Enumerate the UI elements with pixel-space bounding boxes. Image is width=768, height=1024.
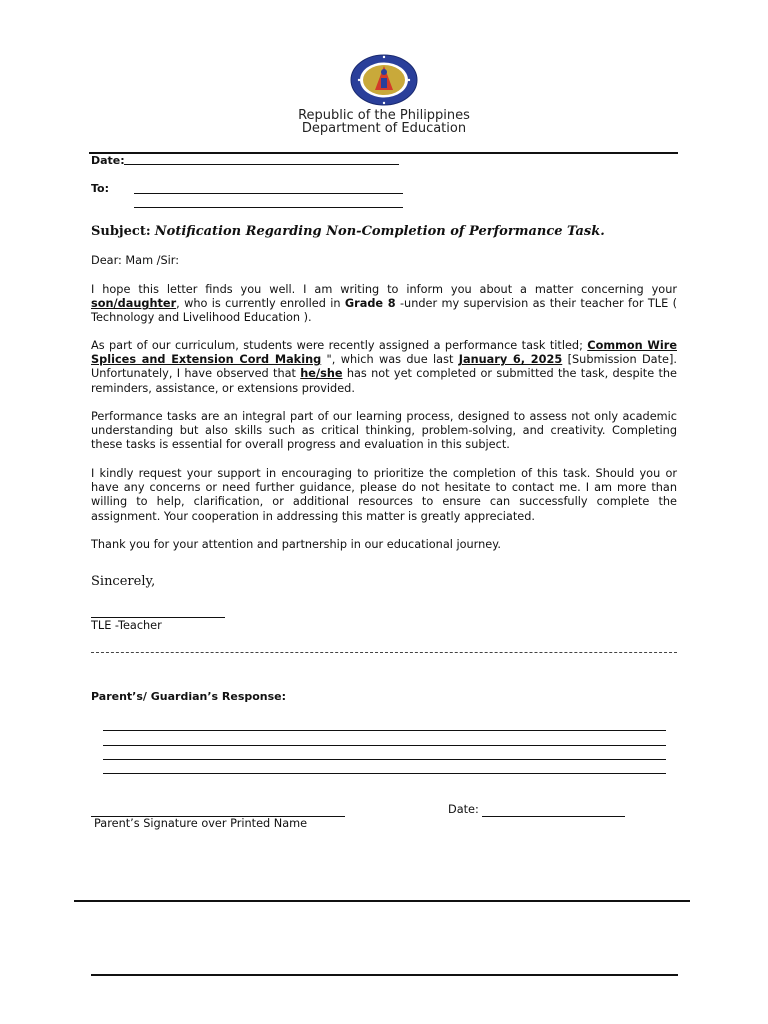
para2-text-a: As part of our curriculum, students were recently assigned a performance task titled; bbox=[91, 339, 588, 352]
para1-son-daughter: son/daughter bbox=[91, 297, 177, 311]
paragraph-2 bbox=[91, 339, 677, 396]
header-divider bbox=[89, 152, 678, 154]
paragraph-4: I kindly request your support in encouraging to prioritize the completion of this task. Should you or have any concerns or need further guidance, please do not hesitate to contact me. I am more than willing to help, clarification, or additional resources to ensure can successfully complete the assignment. Your cooperation in addressing this matter is greatly appreciated. bbox=[91, 467, 677, 523]
cut-line-divider bbox=[91, 652, 677, 663]
paragraph-5: Thank you for your attention and partnership in our educational journey. bbox=[91, 538, 501, 551]
subject-label: Subject: bbox=[91, 224, 151, 239]
para2-due-date: January 6, 2025 bbox=[458, 353, 563, 367]
para2-text-d: has not yet completed or submitted the task, despite the reminders, assistance, or extensions provided. bbox=[91, 367, 677, 395]
subject-text: Notification Regarding Non-Completion of Performance Task. bbox=[154, 224, 605, 239]
response-line-4[interactable] bbox=[103, 773, 666, 774]
response-date-label: Date: bbox=[448, 803, 479, 816]
date-field[interactable] bbox=[124, 164, 399, 165]
deped-seal-logo bbox=[349, 54, 419, 106]
para2-task-title: Common Wire Splices and Extension Cord Making bbox=[91, 339, 677, 367]
to-field-line-1[interactable] bbox=[134, 193, 403, 194]
para2-text-b: ", which was due last bbox=[321, 353, 459, 367]
response-label: Parent’s/ Guardian’s Response: bbox=[91, 690, 287, 703]
to-label: To: bbox=[91, 182, 109, 195]
response-date-field[interactable] bbox=[482, 816, 625, 817]
response-line-1[interactable] bbox=[103, 730, 666, 731]
para2-pronoun: he/she bbox=[300, 367, 343, 381]
footer-divider-1 bbox=[74, 900, 690, 902]
closing: Sincerely, bbox=[91, 574, 156, 589]
signature-caption: Parent’s Signature over Printed Name bbox=[94, 817, 308, 830]
paragraph-1 bbox=[91, 283, 677, 326]
paragraph-3: Performance tasks are an integral part of our learning process, designed to assess not only academic understanding but also skills such as critical thinking, problem-solving, and creativity. Completing these tasks is essential for overall progress and evaluation in this subject. bbox=[91, 410, 677, 452]
subject-line bbox=[91, 224, 605, 239]
para1-text-c: -under my supervision as their teacher for TLE ( Technology and Livelihood Education ). bbox=[91, 297, 677, 325]
teacher-signature-line[interactable] bbox=[91, 617, 225, 618]
to-field-line-2[interactable] bbox=[134, 207, 403, 208]
para1-text-b: , who is currently enrolled in bbox=[176, 297, 345, 311]
header-republic: Republic of the Philippines bbox=[298, 108, 470, 123]
footer-divider-2 bbox=[91, 974, 678, 976]
header-department: Department of Education bbox=[301, 121, 467, 136]
para1-text-a: I hope this letter finds you well. I am writing to inform you about a matter concerning your bbox=[91, 283, 677, 296]
greeting: Dear: Mam /Sir: bbox=[91, 254, 180, 267]
para1-grade: Grade 8 bbox=[344, 297, 396, 311]
date-label: Date: bbox=[91, 154, 125, 167]
response-line-3[interactable] bbox=[103, 759, 666, 760]
response-line-2[interactable] bbox=[103, 745, 666, 746]
signatory: TLE -Teacher bbox=[91, 619, 162, 632]
para2-text-c: [Submission Date]. Unfortunately, I have observed that bbox=[91, 353, 677, 381]
